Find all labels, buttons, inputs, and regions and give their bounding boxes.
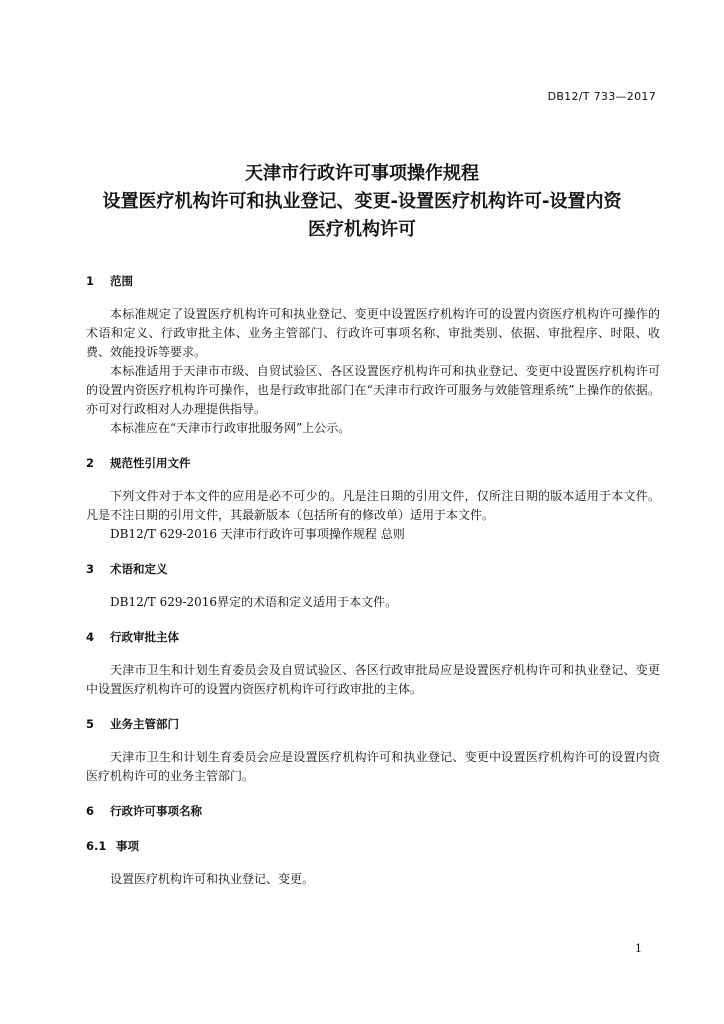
standard-number: DB12/T 733—2017 (547, 90, 656, 103)
section-title: 事项 (116, 839, 140, 853)
section-heading-4 (86, 628, 660, 647)
page-number: 1 (635, 942, 642, 955)
section-heading-6 (86, 802, 660, 821)
section-number: 1 (86, 274, 95, 288)
title-line-1: 天津市行政许可事项操作规程 (245, 163, 479, 184)
section-title: 范围 (110, 274, 134, 288)
section-1-paragraph-2: 本标准适用于天津市市级、自贸试验区、各区设置医疗机构许可和执业登记、变更中设置医疗机构许可的设置内资医疗机构许可操作，也是行政审批部门在“天津市行政许可服务与效能管理系统”上操作的依据。亦可对行政相对人办理提供指导。 (86, 364, 660, 416)
document-title (60, 160, 664, 244)
section-title: 规范性引用文件 (110, 456, 191, 470)
normative-reference: DB12/T 629-2016 天津市行政许可事项操作规程 总则 (110, 527, 405, 541)
section-title: 术语和定义 (110, 562, 168, 576)
subsection-6-1-paragraph-1: 设置医疗机构许可和执业登记、变更。 (110, 872, 315, 886)
section-number: 4 (86, 630, 95, 644)
section-heading-3 (86, 560, 660, 579)
section-number: 6 (86, 804, 95, 818)
title-line-2: 设置医疗机构许可和执业登记、变更-设置医疗机构许可-设置内资 (102, 191, 622, 212)
section-number: 2 (86, 456, 95, 470)
section-4-paragraph-1: 天津市卫生和计划生育委员会及自贸试验区、各区行政审批局应是设置医疗机构许可和执业登记、变更中设置医疗机构许可的设置内资医疗机构许可行政审批的主体。 (86, 663, 660, 696)
subsection-heading-6-1 (86, 837, 660, 856)
section-title: 行政审批主体 (110, 630, 180, 644)
section-number: 6.1 (86, 839, 107, 853)
section-5-paragraph-1: 天津市卫生和计划生育委员会应是设置医疗机构许可和执业登记、变更中设置医疗机构许可的设置内资医疗机构许可的业务主管部门。 (86, 750, 660, 783)
section-heading-1 (86, 272, 660, 291)
section-1-paragraph-1: 本标准规定了设置医疗机构许可和执业登记、变更中设置医疗机构许可的设置内资医疗机构许可操作的术语和定义、行政审批主体、业务主管部门、行政许可事项名称、审批类别、依据、审批程序、时限、收费、效能投诉等要求。 (86, 307, 660, 359)
section-title: 行政许可事项名称 (110, 804, 203, 818)
title-line-3: 医疗机构许可 (308, 219, 416, 240)
section-heading-5 (86, 715, 660, 734)
document-body (86, 272, 660, 889)
section-number: 3 (86, 562, 95, 576)
section-1-paragraph-3: 本标准应在“天津市行政审批服务网”上公示。 (110, 421, 351, 435)
section-title: 业务主管部门 (110, 717, 180, 731)
section-3-paragraph-1: DB12/T 629-2016界定的术语和定义适用于本文件。 (110, 595, 398, 609)
section-2-paragraph-1: 下列文件对于本文件的应用是必不可少的。凡是注日期的引用文件，仅所注日期的版本适用于本文件。凡是不注日期的引用文件，其最新版本（包括所有的修改单）适用于本文件。 (86, 489, 660, 522)
section-number: 5 (86, 717, 95, 731)
section-heading-2 (86, 454, 660, 473)
